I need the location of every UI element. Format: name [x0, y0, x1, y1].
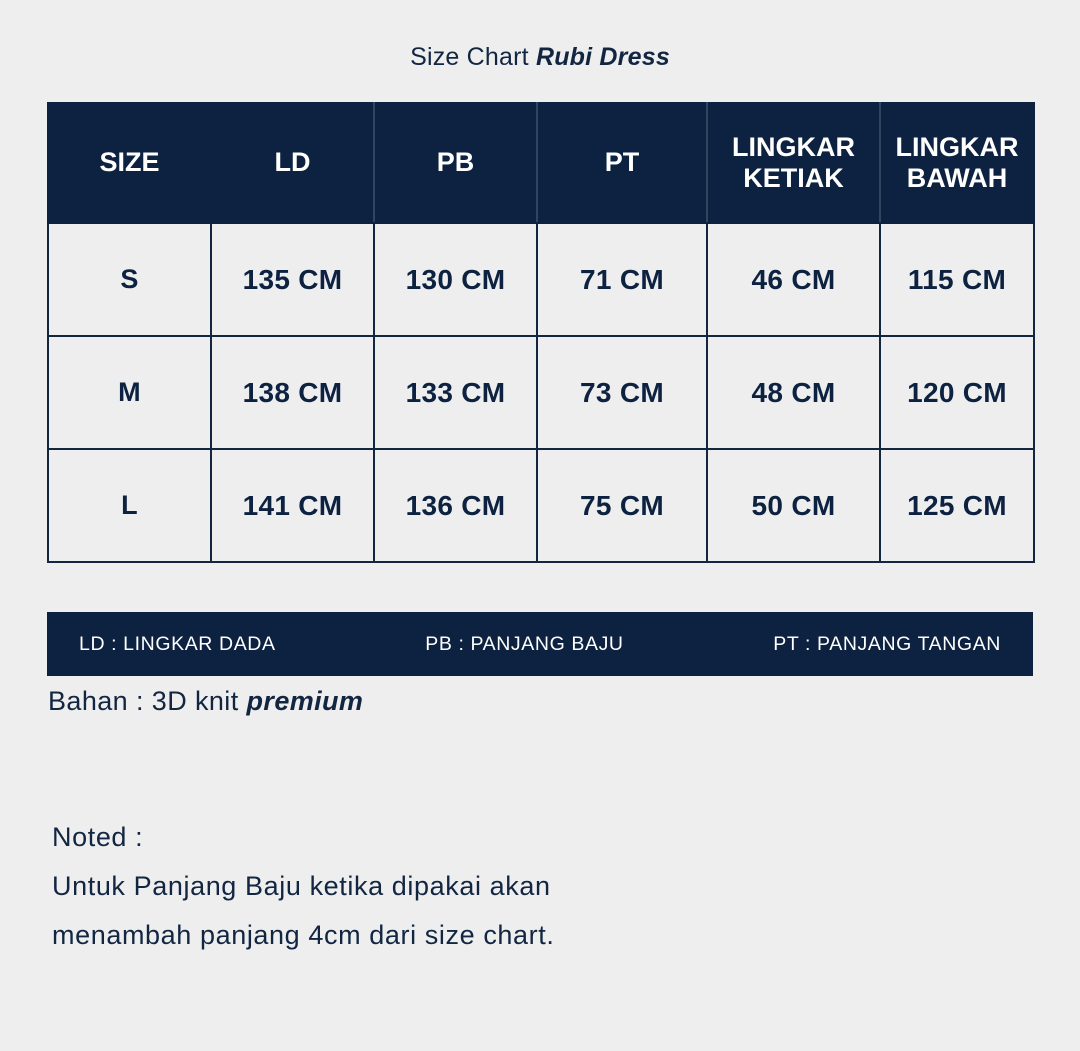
table-row: [48, 336, 1034, 449]
cell-lingkar-bawah: 125 CM: [880, 449, 1034, 562]
note-line-2: menambah panjang 4cm dari size chart.: [52, 920, 555, 951]
column-header-lingkar-bawah-line2: BAWAH: [906, 163, 1008, 193]
column-header-ld: LD: [211, 103, 374, 223]
size-chart-table: [47, 102, 1035, 563]
legend-item-pb: PB : PANJANG BAJU: [425, 632, 624, 655]
table-body: [48, 223, 1034, 562]
note-line-1: Untuk Panjang Baju ketika dipakai akan: [52, 871, 551, 902]
column-header-size: SIZE: [48, 103, 211, 223]
column-header-lingkar-bawah: [880, 103, 1034, 223]
cell-pb: 130 CM: [374, 223, 537, 336]
table-header: [48, 103, 1034, 223]
material-line: [48, 686, 1080, 717]
cell-lingkar-ketiak: 50 CM: [707, 449, 880, 562]
column-header-lingkar-ketiak-line2: KETIAK: [743, 163, 844, 193]
table-row: [48, 223, 1034, 336]
cell-ld: 135 CM: [211, 223, 374, 336]
legend-item-pt: PT : PANJANG TANGAN: [773, 632, 1001, 655]
table-header-row: [48, 103, 1034, 223]
cell-pt: 75 CM: [537, 449, 707, 562]
cell-pt: 71 CM: [537, 223, 707, 336]
material-label: Bahan : 3D knit: [48, 686, 247, 716]
legend-item-ld: LD : LINGKAR DADA: [79, 632, 276, 655]
cell-pb: 133 CM: [374, 336, 537, 449]
page-title-product: Rubi Dress: [535, 43, 670, 71]
cell-size: L: [48, 449, 211, 562]
cell-pb: 136 CM: [374, 449, 537, 562]
page-title: [0, 0, 1080, 72]
cell-lingkar-bawah: 120 CM: [880, 336, 1034, 449]
column-header-lingkar-ketiak-line1: LINGKAR: [732, 131, 855, 162]
cell-ld: 138 CM: [211, 336, 374, 449]
size-chart-table-wrapper: [47, 102, 1033, 563]
material-emphasis: premium: [246, 686, 364, 716]
cell-size: S: [48, 223, 211, 336]
cell-pt: 73 CM: [537, 336, 707, 449]
column-header-pt: PT: [537, 103, 707, 223]
page-title-prefix: Size Chart: [410, 43, 536, 71]
cell-ld: 141 CM: [211, 449, 374, 562]
cell-size: M: [48, 336, 211, 449]
cell-lingkar-ketiak: 48 CM: [707, 336, 880, 449]
legend-bar: [47, 612, 1033, 676]
column-header-lingkar-bawah-line1: LINGKAR: [895, 131, 1019, 162]
cell-lingkar-bawah: 115 CM: [880, 223, 1034, 336]
cell-lingkar-ketiak: 46 CM: [707, 223, 880, 336]
note-title: Noted :: [52, 822, 144, 852]
column-header-lingkar-ketiak: [707, 103, 880, 223]
table-row: [48, 449, 1034, 562]
column-header-pb: PB: [374, 103, 537, 223]
note-block: [52, 813, 1080, 960]
